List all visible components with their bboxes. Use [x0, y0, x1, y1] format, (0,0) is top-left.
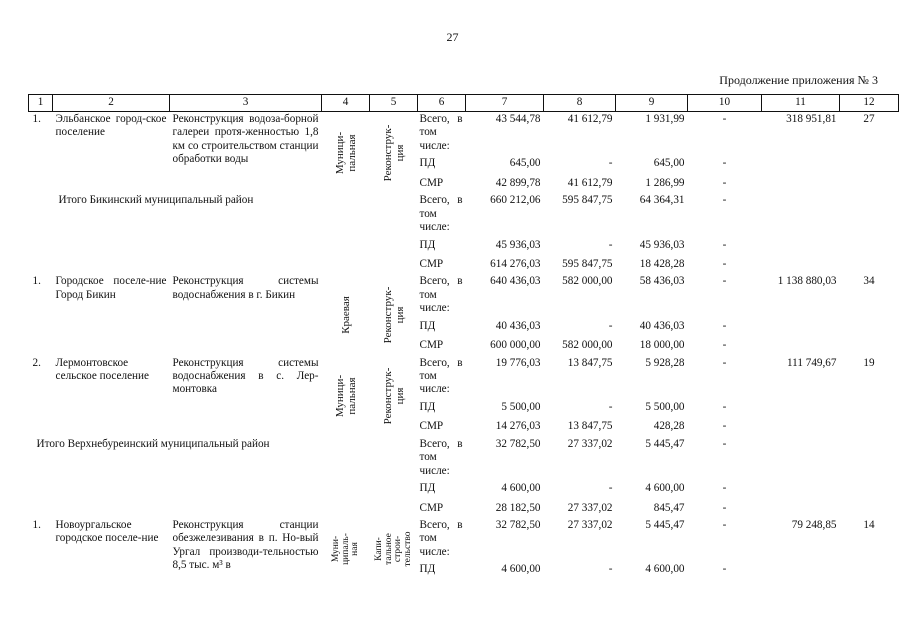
municipality-name: Эльбанское город-ское поселение — [55, 113, 167, 139]
ownership-type — [322, 356, 370, 437]
ownership-type — [322, 274, 370, 355]
table-row — [29, 356, 899, 398]
amount-local: 5 928,28 — [645, 356, 685, 369]
capacity-value — [762, 417, 840, 436]
header-cell: 7 — [466, 95, 544, 112]
count-value — [840, 417, 899, 436]
work-type-text: Реконструк- ция — [381, 286, 406, 344]
funding-label: Всего, в том числе: — [419, 518, 463, 558]
header-cell: 12 — [840, 95, 899, 112]
amount-total: 14 276,03 — [495, 420, 541, 433]
amount-regional: - — [608, 400, 613, 413]
object-name: Реконструкция системы водоснабжения в г. Бикин — [172, 275, 319, 301]
count-value — [840, 336, 899, 355]
funding-label: СМР — [419, 501, 444, 514]
amount-other: - — [722, 194, 727, 207]
funding-label: ПД — [419, 238, 436, 251]
ownership-type-text: Муници- пальная — [333, 131, 358, 174]
funding-label: Всего, в том числе: — [419, 275, 463, 315]
header-cell: 2 — [53, 95, 170, 112]
header-cell: 9 — [616, 95, 688, 112]
header-cell: 11 — [762, 95, 840, 112]
amount-other: - — [722, 437, 727, 450]
funding-label: СМР — [419, 420, 444, 433]
row-index: 1. — [32, 113, 41, 125]
amount-local: 18 000,00 — [639, 339, 685, 352]
amount-local: 1 931,99 — [645, 113, 685, 125]
amount-local: 4 600,00 — [645, 563, 685, 576]
object-name: Реконструкция системы водоснабжения в с. Лер-монтовка — [172, 356, 319, 396]
amount-regional: 27 337,02 — [567, 437, 613, 450]
municipality-name: Лермонтовское сельское поселение — [55, 356, 149, 382]
amount-total: 45 936,03 — [495, 238, 541, 251]
header-cell: 5 — [370, 95, 418, 112]
amount-other: - — [722, 518, 727, 531]
amount-regional: 582 000,00 — [562, 339, 613, 352]
amount-total: 600 000,00 — [490, 339, 541, 352]
count-value — [840, 317, 899, 336]
work-type-text: Реконструк- ция — [381, 124, 406, 181]
row-index: 1. — [32, 275, 41, 288]
program-table — [28, 94, 899, 580]
header-cell: 6 — [418, 95, 466, 112]
work-type-text: Реконструк- ция — [381, 367, 406, 425]
amount-other: - — [722, 238, 727, 251]
amount-regional: - — [608, 319, 613, 332]
work-type-text: Капи- тальное строи- тельство — [373, 531, 412, 567]
count-value — [840, 174, 899, 193]
header-cell: 8 — [544, 95, 616, 112]
ownership-type — [322, 518, 370, 580]
count-value: 19 — [863, 356, 875, 369]
amount-regional: 582 000,00 — [562, 275, 613, 288]
amount-local: 18 428,28 — [639, 257, 685, 270]
amount-local: 1 286,99 — [645, 176, 685, 189]
amount-local: 845,47 — [653, 501, 685, 514]
object-name: Реконструкция водоза-борной галереи протя-женностью 1,8 км со строительством станции обработки воды — [172, 113, 319, 166]
amount-regional: 13 847,75 — [567, 420, 613, 433]
amount-total: 43 544,78 — [495, 113, 541, 125]
table-row — [29, 112, 899, 155]
municipality-name: Новоургальское городское поселе-ние — [55, 518, 159, 545]
count-value — [840, 479, 899, 498]
amount-regional: - — [608, 482, 613, 495]
amount-other: - — [722, 275, 727, 288]
amount-local: 5 445,47 — [645, 518, 685, 531]
funding-label: СМР — [419, 257, 444, 270]
amount-total: 4 600,00 — [501, 482, 541, 495]
capacity-value — [762, 236, 840, 255]
capacity-value — [762, 499, 840, 518]
amount-regional: 13 847,75 — [567, 356, 613, 369]
amount-local: 58 436,03 — [639, 275, 685, 288]
amount-total: 32 782,50 — [495, 437, 541, 450]
work-type — [370, 112, 418, 194]
object-name: Реконструкция станции обезжелезивания в п. Но-вый Ургал производи-тельностью 8,5 тыс. м³ в — [172, 518, 319, 572]
count-value — [840, 499, 899, 518]
amount-total: 640 436,03 — [490, 275, 541, 288]
count-value — [840, 154, 899, 173]
amount-total: 32 782,50 — [495, 518, 541, 531]
amount-total: 5 500,00 — [501, 400, 541, 413]
continuation-caption: Продолжение приложения № 3 — [719, 73, 878, 87]
amount-other: - — [722, 501, 727, 514]
amount-regional: 27 337,02 — [567, 518, 613, 531]
amount-local: 428,28 — [653, 420, 685, 433]
amount-regional: 595 847,75 — [562, 194, 613, 207]
funding-label: Всего, в том числе: — [419, 437, 463, 477]
amount-other: - — [722, 356, 727, 369]
amount-local: 64 364,31 — [639, 194, 685, 207]
funding-label: ПД — [419, 157, 436, 170]
table-row — [29, 518, 899, 560]
amount-local: 645,00 — [653, 157, 685, 170]
table-row — [29, 193, 899, 235]
amount-other: - — [722, 113, 727, 125]
amount-regional: - — [608, 563, 613, 576]
capacity-value — [762, 560, 840, 579]
header-cell: 10 — [688, 95, 762, 112]
amount-other: - — [722, 400, 727, 413]
amount-local: 5 445,47 — [645, 437, 685, 450]
capacity-value — [762, 479, 840, 498]
subtotal-title: Итого Бикинский муниципальный район — [58, 194, 254, 207]
ownership-type-text: Муни- ципаль- ная — [330, 532, 360, 565]
capacity-value — [762, 193, 840, 235]
amount-other: - — [722, 563, 727, 576]
table-row — [29, 437, 899, 479]
count-value — [840, 255, 899, 274]
funding-label: Всего, в том числе: — [419, 113, 463, 152]
amount-total: 28 182,50 — [495, 501, 541, 514]
amount-other: - — [722, 176, 727, 189]
amount-total: 4 600,00 — [501, 563, 541, 576]
amount-other: - — [722, 420, 727, 433]
capacity-value: 111 749,67 — [786, 356, 837, 369]
ownership-type-text: Краевая — [339, 296, 352, 334]
capacity-value — [762, 398, 840, 417]
amount-other: - — [722, 339, 727, 352]
funding-label: ПД — [419, 400, 436, 413]
row-index: 2. — [32, 356, 41, 369]
capacity-value: 318 951,81 — [786, 113, 837, 125]
header-cell: 1 — [29, 95, 53, 112]
header-cell: 3 — [170, 95, 322, 112]
amount-other: - — [722, 319, 727, 332]
capacity-value — [762, 317, 840, 336]
table-row — [29, 274, 899, 316]
capacity-value — [762, 174, 840, 193]
capacity-value — [762, 255, 840, 274]
funding-label: ПД — [419, 563, 436, 576]
amount-other: - — [722, 157, 727, 170]
amount-total: 660 212,06 — [490, 194, 541, 207]
funding-label: СМР — [419, 339, 444, 352]
capacity-value: 1 138 880,03 — [777, 275, 837, 288]
work-type — [370, 518, 418, 580]
amount-local: 4 600,00 — [645, 482, 685, 495]
count-value: 34 — [863, 275, 875, 288]
amount-local: 5 500,00 — [645, 400, 685, 413]
subtotal-title: Итого Верхнебуреинский муниципальный район — [36, 437, 270, 450]
amount-total: 42 899,78 — [495, 176, 541, 189]
count-value — [840, 398, 899, 417]
row-index: 1. — [32, 518, 41, 531]
amount-other: - — [722, 257, 727, 270]
ownership-type-text: Муници- пальная — [333, 375, 358, 418]
count-value — [840, 236, 899, 255]
capacity-value — [762, 336, 840, 355]
work-type — [370, 274, 418, 355]
count-value — [840, 193, 899, 235]
municipality-name: Городское поселе-ние Город Бикин — [55, 275, 167, 301]
table-body — [29, 112, 899, 580]
amount-regional: - — [608, 157, 613, 170]
amount-regional: 41 612,79 — [567, 176, 613, 189]
amount-total: 645,00 — [509, 157, 541, 170]
amount-local: 40 436,03 — [639, 319, 685, 332]
header-cell: 4 — [322, 95, 370, 112]
funding-label: ПД — [419, 319, 436, 332]
work-type — [370, 356, 418, 437]
amount-total: 614 276,03 — [490, 257, 541, 270]
amount-regional: 27 337,02 — [567, 501, 613, 514]
funding-label: Всего, в том числе: — [419, 194, 463, 234]
count-value — [840, 560, 899, 579]
amount-local: 45 936,03 — [639, 238, 685, 251]
funding-label: Всего, в том числе: — [419, 356, 463, 396]
amount-regional: 41 612,79 — [567, 113, 613, 125]
capacity-value — [762, 437, 840, 479]
page-number: 27 — [446, 30, 459, 44]
count-value — [840, 437, 899, 479]
amount-regional: 595 847,75 — [562, 257, 613, 270]
amount-regional: - — [608, 238, 613, 251]
capacity-value — [762, 154, 840, 173]
capacity-value: 79 248,85 — [791, 518, 837, 531]
count-value: 27 — [863, 113, 875, 125]
ownership-type — [322, 112, 370, 194]
amount-other: - — [722, 482, 727, 495]
funding-label: СМР — [419, 176, 444, 189]
count-value: 14 — [863, 518, 875, 531]
amount-total: 40 436,03 — [495, 319, 541, 332]
amount-total: 19 776,03 — [495, 356, 541, 369]
header-row — [29, 95, 899, 112]
funding-label: ПД — [419, 482, 436, 495]
